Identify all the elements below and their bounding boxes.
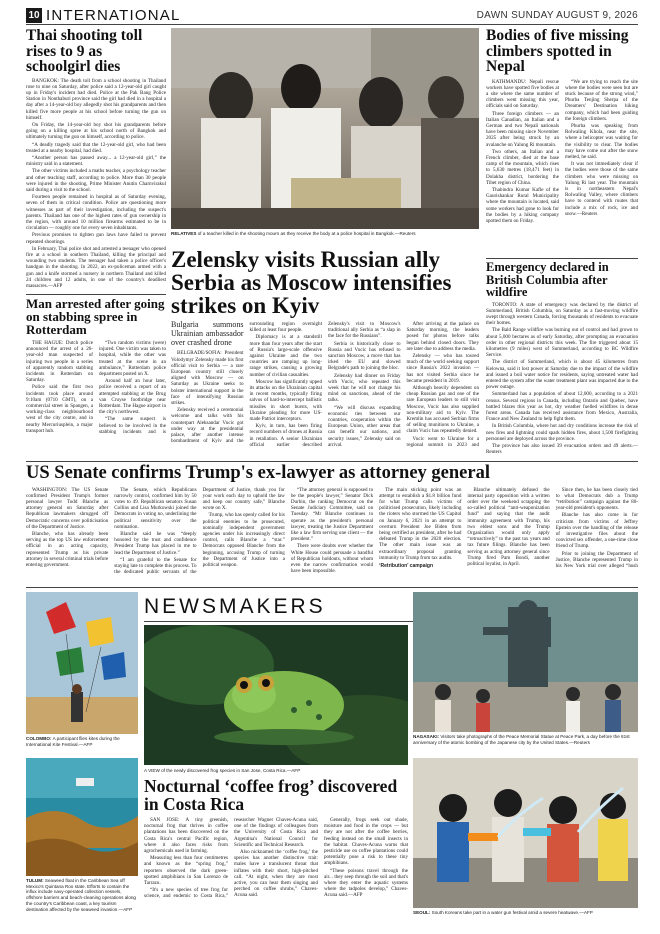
paragraph: “It's a new species of tree frog for science, and endemic to Costa Rica,” researcher Wagner Chaves-Acuna said, one of the findings of colleagues from the University of Costa Rica and Argentina's National Council for Scientific and Technical Research.	[144, 817, 318, 900]
paragraph: Serbia is historically close to Russia and Vucic has refused to sanction Moscow, a move that has irked the EU and slowed Belgrade's path to joining the bloc.	[328, 340, 401, 372]
newsmakers-title: NEWSMAKERS	[144, 595, 326, 618]
paragraph: Zelensky — who has toured much of the world seeking support since Russia's 2022 invasion — has not visited Serbia since he became president in 2019.	[406, 353, 479, 384]
thai-story	[26, 28, 166, 290]
paragraph: Fourteen people remained in hospital as of Saturday evening, seven of them in critical condition. Police are questioning more witnesses as part of their investigation, including the suspect's parents. Thailand has one of the highest rates of gun ownership in the region, with around 10 million firearms estimated to be in circulation — roughly one for every seven inhabitants.	[26, 194, 166, 232]
paragraph: Blanche, who has already been serving as the top US law enforcement official in an acting capacity, represented Trump as his private attorney in several criminal trials before entering government.	[26, 530, 109, 568]
divider	[26, 461, 638, 462]
senate-story	[26, 464, 638, 584]
paragraph: Summerland has a population of about 12,000, according to a 2021 census. Several regions in Canada, including Ontario and Quebec, have battled blazes this year as hot, dry weather fuelled wildfires in dense forest areas. Canada has received assistance from Mexico, Australia, France and New Zealand to help fight them.	[486, 391, 638, 423]
frog-story	[144, 776, 408, 928]
thai-photo	[171, 28, 479, 229]
caption-lead: NAGASAKI:	[413, 734, 440, 739]
frog-photo	[144, 625, 408, 765]
colombo-caption	[26, 736, 138, 747]
senate-body	[26, 487, 638, 579]
paragraph: “The attorney general is supposed to be the people's lawyer,” Senator Dick Durbin, the ranking Democrat on the Senate Judiciary Committee, said on Tuesday. “Mr Blanche continues to operate as the president's personal lawyer, treating the Justice Department like a law firm serving one client — the president.”	[290, 486, 374, 543]
caption-lead: COLOMBO:	[26, 736, 52, 741]
paragraph: “These poisons travel through the air... they seep through the soil and that's where they enter the aquatic systems where the tadpoles develop,” Chaves-Acuna said.—AFP	[324, 867, 408, 899]
paragraph: Also nicknamed the ‘coffee frog,’ the species has another distinctive trait: males have a translucent throat that inflates with their short, high-pitched call. “At night, when they are most active, you can hear them singing and perched on coffee shrubs,” Chaves-Acuna said.	[234, 849, 318, 899]
caption-text: Seaweed float in the Caribbean Sea off Mexico's Quintana Roo state. Efforts to contain the influx include navy-operated collection vessels, offshore barriers and beach-cleaning operations along the country's Caribbean coast, a key tourism destination affected by the seaweed invasion.—AFP	[26, 878, 136, 912]
canada-story	[486, 258, 638, 456]
paragraph: “We are trying to reach the site where the bodies were seen but are stuck because of the strong wind,” Phurba Tenjing Sherpa of the Dreamers' Destination hiking company, which had been guiding the foreign climbers.	[565, 78, 638, 122]
paragraph: Vucic went to Ukraine for a regional summit in 2023 and	[406, 435, 479, 448]
dateline	[477, 10, 638, 21]
paragraph: There were doubts over whether the White House could persuade a handful of Republican holdouts, without whom even the narrow confirmation would have been impossible.	[290, 543, 374, 575]
senate-headline: US Senate confirms Trump's ex-lawyer as attorney general	[26, 464, 490, 483]
paragraph: Police said the first two incidents took place around 9:10am (0710 GMT), on a commercial street in Spangen, a working-class neighbourhood west of the city centre, and in nearby Mercuriusplein, a major transport hub.	[26, 384, 93, 434]
caption-text: of a teacher killed in the shooting mourn as they receive the body at a police hospital in Bangkok.—Reuters	[197, 231, 416, 236]
canada-body	[486, 301, 638, 456]
thai-headline: Thai shooting toll rises to 9 as schoolgirl dies	[26, 28, 143, 75]
paragraph: It was not immediately clear if the bodies were those of the same climbers who were missing on Yalung Ri last year. The mountain is in northeastern Nepal's Rolwaling Valley, where climbers have to contend with routes that include a mix of rock, ice and snow.—Reuters	[565, 161, 638, 217]
caption-lead: SEOUL:	[413, 910, 431, 915]
paragraph: KATHMANDU: Nepali rescue workers have spotted five bodies at a site where the same number of climbers went missing this year, officials said on Saturday.	[486, 78, 559, 110]
seoul-photo	[413, 758, 638, 908]
paragraph: Blanche said he was “deeply honored by the trust and confidence President Trump has placed in me to lead the Department of Justice.”	[114, 530, 197, 556]
page-number: 10	[26, 8, 42, 23]
paragraph: The other victims included a maths teacher, a psychology teacher and other teaching staff, according to police. More than 30 people were injured in the shooting, Prime Minister Anutin Charnvirakul said during a visit to the school.	[26, 168, 166, 193]
tulum-caption	[26, 878, 138, 912]
caption-text: A participant flies kites during the International Kite Festival.—AFP	[26, 736, 120, 747]
thai-body	[26, 77, 166, 289]
zelensky-headline: Zelensky visits Russian ally Serbia as Moscow intensifies strikes on Kyiv	[171, 248, 452, 318]
paragraph: TORONTO: A state of emergency was declared by the district of Summerland, British Columbia, on Saturday as a fast-moving wildfire swept through western Canada, forcing thousands of residents to evacuate their homes.	[486, 301, 638, 327]
paragraph: “A deadly tragedy said that the 12-year-old girl, who had been treated at a nearby hospital, had died.	[26, 141, 166, 154]
frog-body	[144, 817, 408, 927]
paragraph: Prior to joining the Department of Justice, Blanche represented Trump in his New York trial over alleged “hush	[555, 550, 638, 569]
header-rule	[26, 24, 638, 25]
paragraph: Moscow has significantly upped its attacks on the Ukrainian capital in recent months, typically firing salvos of hard-to-intercept ballistic missiles in short bursts, with Ukraine pleading for more US-made Patriot interceptors.	[249, 378, 322, 423]
nagasaki-photo	[413, 592, 638, 732]
paragraph: THE HAGUE: Dutch police announced the arrest of a 26-year-old man suspected of injuring two people in a series of apparently random stabbing incidents in Rotterdam on Saturday.	[26, 340, 93, 384]
paragraph: In British Columbia, where hot and dry conditions increase the risk of new fires and lightning could spark hidden fires, about 1,500 firefighting personnel are deployed across the province.	[486, 423, 638, 442]
caption-text: Visitors take photographs of the Peace Memorial Statue at Peace Park, a day before the 81st anniversary of the atomic bombing of the Japanese city by the United States.—Reuters	[413, 734, 630, 745]
section-name: INTERNATIONAL	[46, 7, 181, 24]
paragraph: The district of Summerland, which is about 45 kilometres from Kelowna, said it lost power at Saturday due to the impact of the wildfire and issued a boil water notice for residents, saying untreated water had entered the system after the water treatment plant was impacted due to the power outage.	[486, 359, 638, 391]
divider	[486, 258, 638, 259]
paragraph: Measuring less than four centimetres and known as the “spring frog,” reporters observed the dark green-spotted amphibians in San Lorenzo de Tarrazu.	[144, 855, 228, 887]
paragraph: “We will discuss expanding economic ties between our countries, cooperation within the European Union, other areas that can benefit our nations, and security issues,” Zelensky said on arrival.	[328, 404, 401, 448]
paragraph: On Friday, the 14-year-old boy shot his grandparents before going on a killing spree at his school north of Bangkok and ultimately turning the gun on himself, according to police.	[26, 121, 166, 141]
seoul-caption	[413, 910, 638, 916]
paper-name: DAWN	[476, 10, 508, 21]
paragraph: Kyiv, in turn, has been firing record numbers of drones at Russia in retaliation. A senior Ukrainian official earlier described Zelensky's visit to Moscow's traditional ally Serbia as “a slap in the face for the Russians”.	[249, 321, 401, 448]
paragraph: Trump, who has openly called for his political enemies to be prosecuted, nominally independent government agencies under his increasingly direct control, calls Blanche a “star.” Democrats opposed Blanche from the beginning, accusing Trump of turning the Department of Justice into a political weapon.	[202, 512, 285, 568]
paragraph: Although heavily dependent on cheap Russian gas and one of the rare European leaders to still visit Moscow, Vucic has also supplied non-military aid to Kyiv. The Kremlin has accused Serbian firms of selling munitions to Ukraine, a claim Vucic has repeatedly denied.	[406, 385, 479, 435]
nepal-body	[486, 79, 638, 239]
nepal-story	[486, 28, 638, 256]
senate-subhead: ‘Retribution’ campaign	[379, 562, 434, 569]
paragraph: “Another person has passed away... a 12-year-old girl,” the ministry said in a statement.	[26, 154, 166, 168]
paragraph: Thabindra Kumar Kafle of the Gaurishankar Rural Municipality where the mountain is located, said some workers had gone to look for the bodies by a hiking company spotted them on Friday.	[486, 186, 559, 224]
rotterdam-story	[26, 294, 166, 456]
divider	[26, 587, 638, 588]
paragraph: BELGRADE/SOFIA: President Volodymyr Zelensky made his first official visit to Serbia — a rare European country still closely aligned with Moscow — on Saturday as Ukraine seeks to bolster international support in the face of intensifying Russian strikes.	[171, 350, 244, 407]
paragraph: WASHINGTON: The US Senate confirmed President Trump's former personal lawyer Todd Blanche as attorney general on Saturday after Republican lawmakers shrugged off Democratic concerns over politicisation of the Department of Justice.	[26, 486, 109, 530]
divider	[26, 294, 166, 295]
paragraph: In February, Thai police shot and arrested a teenager who opened fire at a school in southern Thailand, killing the principal and wounding two students. The teenager had taken a police officer's handgun in the shooting. In 2022, an ex-policeman armed with a gun and a knife stormed a nursery in northern Thailand and killed 24 children and 12 adults, in one of the country's deadliest massacres.—AFP	[26, 245, 166, 289]
paragraph: BANGKOK: The death toll from a school shooting in Thailand rose to nine on Saturday, after police said a 12-year-old girl caught up in Friday's incident had died. Police at the Pak Bang Police Station in Nonthaburi province said the girl had died in a hospital a day after a 14-year-old boy allegedly shot his grandparents and then killed five more people at his school before turning the gun on himself.	[26, 77, 166, 121]
paragraph: “The same suspect is believed to be involved in the stabbing incidents and is	[99, 416, 166, 435]
paragraph: “I am grateful to the Senate for staying late to complete this process. To the dedicated public servants of the Department of Justice, thank you for your work each day to uphold the law and keep our country safe,” Blanche wrote on X.	[114, 486, 285, 576]
canada-headline: Emergency declared in British Columbia after wildfire	[486, 260, 609, 299]
paragraph: SAN JOSE: A tiny greenish, nocturnal frog that thrives in coffee plantations has been discovered on the Costa Rica's central Pacific region, where it also faces risks from agrochemicals used in farming.	[144, 817, 228, 855]
thai-photo-caption	[171, 231, 479, 237]
paragraph: The main sticking point was an attempt to establish a $1.8 billion fund for what Trump calls victims of politicised prosecution, likely including the rioters who stormed the US Capitol on January 6, 2021 in an attempt to overturn President Joe Biden from being certified as president, after he had defeated Trump in the 2020 election. The other main issue was an extraordinary proposal granting immunity to Trump from tax audits.	[379, 486, 462, 561]
paragraph: Blanche ultimately defused the internal party opposition with a written order over the weekend scrapping the so-called political “anti-weaponization fund” and saying that the audit immunity agreement with Trump, his two eldest sons and the Trump Organization would only apply “retroactively” to the past tax years and tax future filings. Blanche has been serving as acting attorney general since Trump fired Pam Bondi, another political loyalist, in April.	[467, 486, 550, 567]
paragraph: Zelensky received a ceremonial welcome and talks with his counterpart Aleksandar Vucic got under way at the presidential palace, after another intense bombardment of Kyiv and the surrounding region overnight killed at least four people.	[171, 321, 322, 445]
paragraph: Phurba was speaking from Rolwaling Khola, near the site, where a helicopter was waiting for the visibility to clear. The bodies may have come out after the snow melted, he said.	[565, 122, 638, 160]
paragraph: Since then, he has been closely tied to what Democrats dub a Trump “retribution” campaign against the 80-year-old president's opponents.	[555, 486, 638, 512]
caption-lead: TULUM:	[26, 878, 44, 883]
zelensky-story	[171, 248, 479, 456]
tulum-photo	[26, 758, 138, 876]
nepal-headline: Bodies of five missing climbers spotted in Nepal	[486, 28, 629, 75]
caption-lead: RELATIVES	[171, 231, 197, 236]
paragraph: After arriving at the palace on Saturday morning, the leaders posed for photos before talks began behind closed doors. They are later due to address the media.	[406, 321, 479, 352]
paragraph: The Bald Range wildfire was burning out of control and had grown to about 5,000 hectares as of early Saturday, after prompting an evacuation order in other regional districts this week. The fire triggered about 15 kilometres (9 miles) west of Summerland, according to BC Wildfire Service.	[486, 327, 638, 359]
rotterdam-headline: Man arrested after going on stabbing spree in Rotterdam	[26, 296, 165, 337]
paragraph: Generally, frogs seek out shade, moisture and food in the crops — but they are not after the coffee berries, feeding instead on the small insects in the habitat. Chaves-Acuna warns that pesticide use on coffee plantations could potentially pose a risk to these tiny amphibians.	[324, 817, 408, 867]
paragraph: The province has also issued 39 evacuation orders and 49 alerts.—Reuters	[486, 442, 638, 456]
paragraph: The Senate, which Republicans narrowly control, confirmed him by 50 votes to 49. Republican senators Susan Collins and Lisa Murkowski joined the Democrats in voting no, underlining the political sensitivity over the nomination.	[114, 486, 197, 530]
frog-photo-caption: A VIEW of the newly discovered frog species in San Jose, Costa Rica.—AFP	[144, 768, 301, 773]
issue-date: SUNDAY AUGUST 9, 2026	[511, 10, 638, 21]
caption-text: South Koreans take part in a water gun festival amid a severe heatwave.—AFP	[431, 910, 593, 915]
paragraph: Zelensky had dinner on Friday with Vucic, who repeated this week that he will not change his mind on sanctions, ahead of the talks.	[328, 372, 401, 404]
colombo-photo	[26, 592, 138, 734]
nagasaki-caption	[413, 734, 638, 745]
paragraph: Two others, an Italian and a French climber, died at the base camp of the mountain, which rises to 5,630 metres (18,471 feet) in Dolakha district, bordering the Tibet region of China.	[486, 148, 559, 186]
rotterdam-body	[26, 340, 166, 440]
zelensky-body	[171, 321, 479, 454]
frog-headline: Nocturnal ‘coffee frog’ discovered in Costa Rica	[144, 776, 398, 814]
paragraph: Diplomacy is at a standstill more than four years after the start of Russia's large-scale offensive against Ukraine and the two countries are ramping up long-range strikes, causing a growing number of civilian casualties.	[249, 334, 322, 378]
paragraph: Blanche has also come in for criticism from victims of Jeffrey Epstein over the handling of the release of investigative files about the convicted sex offender, a one-time close friend of Trump.	[555, 512, 638, 550]
paragraph: Three foreign climbers — an Italian Canadian, an Italian and a German and two Nepali nationals have been missing since November 2025 after being struck by an avalanche on Yalung Ri mountain.	[486, 110, 559, 148]
paragraph: Previous promises to tighten gun laws have failed to prevent repeated shootings.	[26, 232, 166, 245]
paragraph: “Two random victims (were) injured. One victim was taken to hospital, while the other was treated at the scene in an ambulance,” Rotterdam police department posted on X.	[99, 340, 166, 378]
zelensky-subhead: Bulgaria summons Ukrainian ambassador over crashed drone	[171, 320, 244, 347]
page-header	[26, 6, 638, 26]
paragraph: Around half an hour later, police received a report of an attempted stabbing at the Brug van Cruyse footbridge near Rotterdam. The Hague airport in the city's northwest.	[99, 378, 166, 416]
